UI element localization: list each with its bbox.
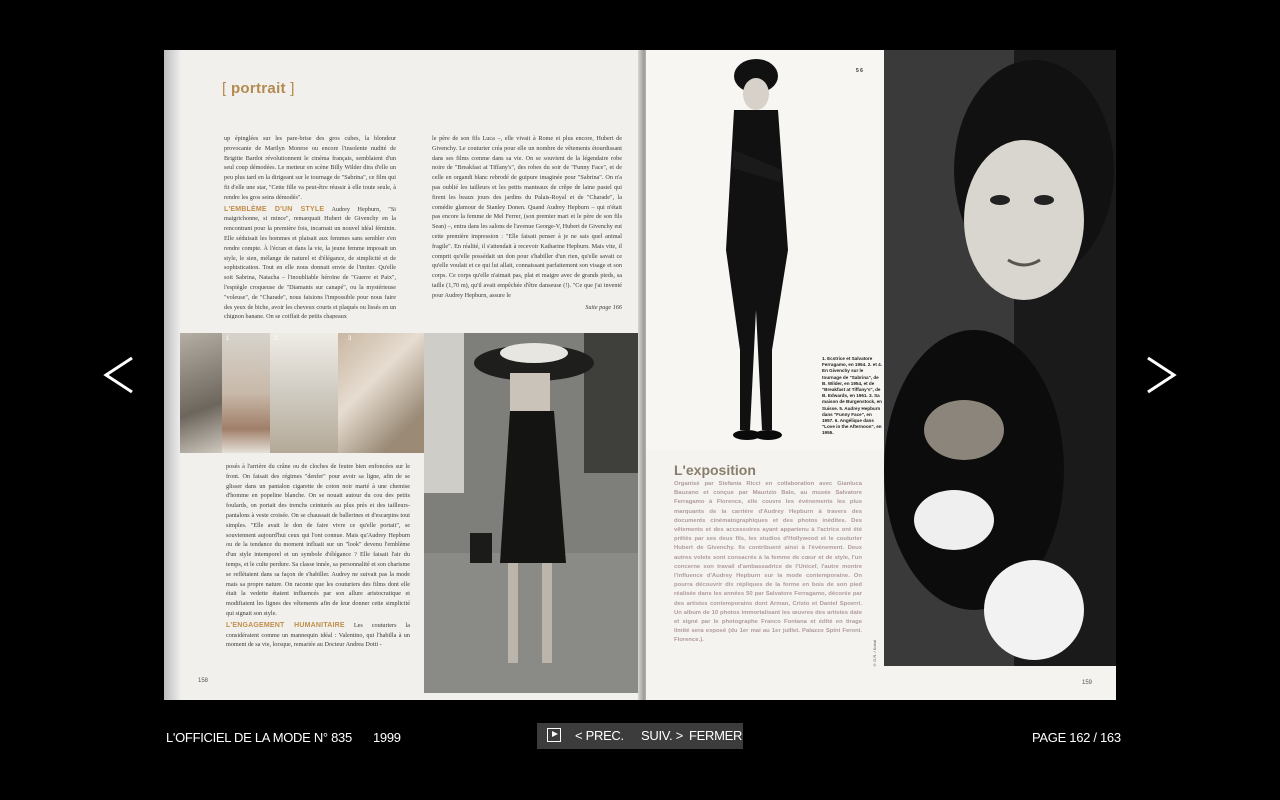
publication-year: 1999 xyxy=(373,730,401,745)
paragraph: posés à l'arrière du crâne ou de cloches de feutre bien enfoncées sur le front. On faisait des régimes "denfer" pour avoir sa ligne, afin de se glisser dans un pantalon cigarette de coton noir marié à une chemise d'homme en popeline blanche. On se nouait autour du cou des petits foulards, on portait des trenchs ceinturés au plus près et des tailleurs-pantalons à veste croisée. On se chaussait de ballerines et d'escarpins tout simples. "Elle avait le don de faire vivre ce qu'elle portait", se souviennent aujourd'hui ceux qui l'ont connue. Mais qu'Audrey Hepburn ou de la tendance du moment influait sur un "look" devenu l'emblème d'un style intemporel et un symbole d'élégance ? Elle faisait l'air du temps, et le culte perdure. Sa classe innée, sa personnalité et son charisme se reflétaient dans sa façon de s'habiller. Audrey ne suivait pas la mode mais sa propre nature. On raconte que les couturiers des films dont elle était la vedette étaient influencés par son allure aristocratique et modifiaient les lignes des vêtements afin de leur donner cette simplicité qui signait son style. xyxy=(226,463,410,617)
play-icon[interactable] xyxy=(547,728,561,742)
photo-numbers: 5 6 xyxy=(856,68,863,74)
photo-house-interior xyxy=(338,333,424,453)
text-column-1 xyxy=(224,134,396,319)
photo-portrait-with-dog xyxy=(884,50,1116,666)
photo-gown xyxy=(270,333,338,453)
page-counter: PAGE 162 / 163 xyxy=(1032,730,1121,745)
page-number: 159 xyxy=(1082,680,1093,686)
close-button[interactable]: FERMER xyxy=(689,728,743,743)
page-edge xyxy=(164,50,180,700)
exposition-text: Organisé par Stefania Ricci en collaboration avec Gianluca Bauzano et conçue par Maurizio Balo, au musée Salvatore Ferragamo à Florence, elle couvre les événements les plus marquants de la carrière d'Audrey Hepburn à travers des documents cinématographiques et des photos inédites. Des vêtements et des accessoires ayant appartenu à l'actrice ont été prêtés par ses deux fils, les studios d'Hollywood et le couturier Hubert de Givenchy. Ils contribuent ainsi à l'événement. Deux autres volets sont consacrés à la femme de cœur et de style, l'un concerne son travail d'ambassadrice de l'Unicef, l'autre montre l'influence d'Audrey Hepburn sur la mode contemporaine. On pourra découvrir dix répliques de la forme en bois de son pied réalisée dans les années 50 par Salvatore Ferragamo, décorée par des artistes contemporains dont Arman, Cristo et Daniel Spoerri. Un album de 10 photos immortalisant les œuvres des artistes date et signé par le photographe Franco Fontana et édité en tirage limité sera exposé (du 1er mai au 1er juillet. Palazzo Spini Feroni. Florence.). xyxy=(674,481,862,644)
next-button[interactable]: SUIV. > xyxy=(641,728,683,743)
section-heading: L'ENGAGEMENT HUMANITAIRE xyxy=(226,621,345,629)
left-page xyxy=(164,50,642,700)
section-tag: [ portrait ] xyxy=(222,80,295,97)
photo-caption: 1. Ecstrice et Salvatore Ferragamo, en 1954. 2. et 4. En Givenchy sur le tournage de "Sabrina", de B. Wilder, en 1954, et de "Breakfast at Tiffany's", de B. Edwards, en 1961. 3. Sa maison de Burgenstock, en Suisse. 5. Audrey Hepburn dans "Funny Face", en 1957. 6. Angélique dans "Love in the Afternoon", en 1955. xyxy=(822,356,883,436)
photo-number: 1 xyxy=(226,336,230,342)
magazine-spread xyxy=(164,50,1116,700)
previous-button[interactable]: < PREC. xyxy=(575,728,624,743)
right-page xyxy=(646,50,1116,700)
photo-number: 3 xyxy=(348,336,352,342)
page-number: 158 xyxy=(198,678,209,684)
photo-number: 2 xyxy=(274,336,278,342)
paragraph: up épinglées sur les pare-brise des gros cubes, la blondeur provocante de Marilyn Monroe ou encore l'insolente nudité de Brigitte Bardot révolutionnent le cinéma français, semblaient d'un seul coup démodées. Le metteur en scène Billy Wilder dira d'elle un peu plus tard en la dirigeant sur le tournage de "Sabrina", ce film qui fit d'elle une star, "Cette fille va peut-être réussir à elle toute seule, à rendre les gros seins démodés". xyxy=(224,135,396,201)
viewer-controls xyxy=(537,723,743,749)
photo-woman-with-hat xyxy=(424,333,642,693)
text-column-2 xyxy=(432,134,622,319)
continued-note: Suite page 166 xyxy=(585,303,622,311)
paragraph: L'ENGAGEMENT HUMANITAIRE Les couturiers la considéraient comme un mannequin idéal : Valentino, qui l'habilla à un moment de sa vie, lorsque, remariée au Docteur Andrea Dotti - xyxy=(226,621,410,649)
photo-credit: © D.R. / Kobal xyxy=(872,640,877,668)
publication-title: L'OFFICIEL DE LA MODE N° 835 xyxy=(166,730,352,745)
chevron-left-icon[interactable] xyxy=(100,350,140,400)
section-heading: L'EMBLÈME D'UN STYLE xyxy=(224,205,325,213)
bottom-toolbar xyxy=(0,720,1280,756)
paragraph: le père de son fils Luca –, elle vivait à Rome et plus encore, Hubert de Givenchy. Le couturier créa pour elle un nombre de vêtements étourdissant dans ses films comme dans sa vie. On se souvient de la légendaire robe noire de "Breakfast at Tiffany's", des robes du soir de "Funny Face", et de celle en organdi blanc rebrodé de guipure imaginée pour "Sabrina". On n'a pas oublié les tailleurs et les petits manteaux de crêpe de laine pastel qui firent les beaux jours des jardins du Palais-Royal et de "Charade", la comédie glamour de Stanley Donen. Quand Audrey Hepburn – qui n'était pas encore la femme de Mel Ferrer, (son premier mari et le père de son fils Sean) –, entra dans les salons de l'avenue George-V, Hubert de Givenchy eut cette première impression : "Elle faisait penser à je ne sais quel animal fragile". En réalité, il s'attendait à recevoir Katharine Hepburn. Mais vite, il comprit qu'elle possédait un don pour s'habiller d'un rien, qu'elle savait ce qu'elle voulait et ce qui lui allait, connaissant parfaitement son visage et son corps. Ce corps qu'elle n'aimait pas, plat et maigre avec de grands pieds, sa taille (1,70 m), qu'il avait empêchée d'être danseuse (!). "Ce que j'ai inventé pour Audrey Hepburn, assure le xyxy=(432,135,622,299)
chevron-right-icon[interactable] xyxy=(1140,350,1180,400)
paragraph: L'EMBLÈME D'UN STYLE Audrey Hepburn, "Si maigrichonne, si mince", remarquait Hubert de Givenchy en la rencontrant pour la première fois, incarnait un nouvel idéal féminin. Elle séduisait les hommes et plaisait aux femmes sans sembler s'en rendre compte. À l'écran et dans la vie, la jeune femme imposait un style, le sien, mélange de naturel et d'élégance, de simplicité et de sophistication. Tout en elle nous donnait envie de l'imiter. Qu'elle soit Sabrina, Natacha – l'inoubliable héroïne de "Guerre et Paix", l'espiègle croqueuse de "Diamants sur canapé", ou la mystérieuse "voleuse", de "Charade", nous faisions l'impossible pour nous faire des yeux de biche, avoir les cheveux courts et plaqués ou lissés en un chignon banane. On se coiffait de petits chapeaux xyxy=(224,205,396,319)
exposition-heading: L'exposition xyxy=(674,462,756,478)
photo-dress xyxy=(222,333,270,453)
photo-strip xyxy=(180,333,424,453)
text-column-3 xyxy=(226,462,410,672)
